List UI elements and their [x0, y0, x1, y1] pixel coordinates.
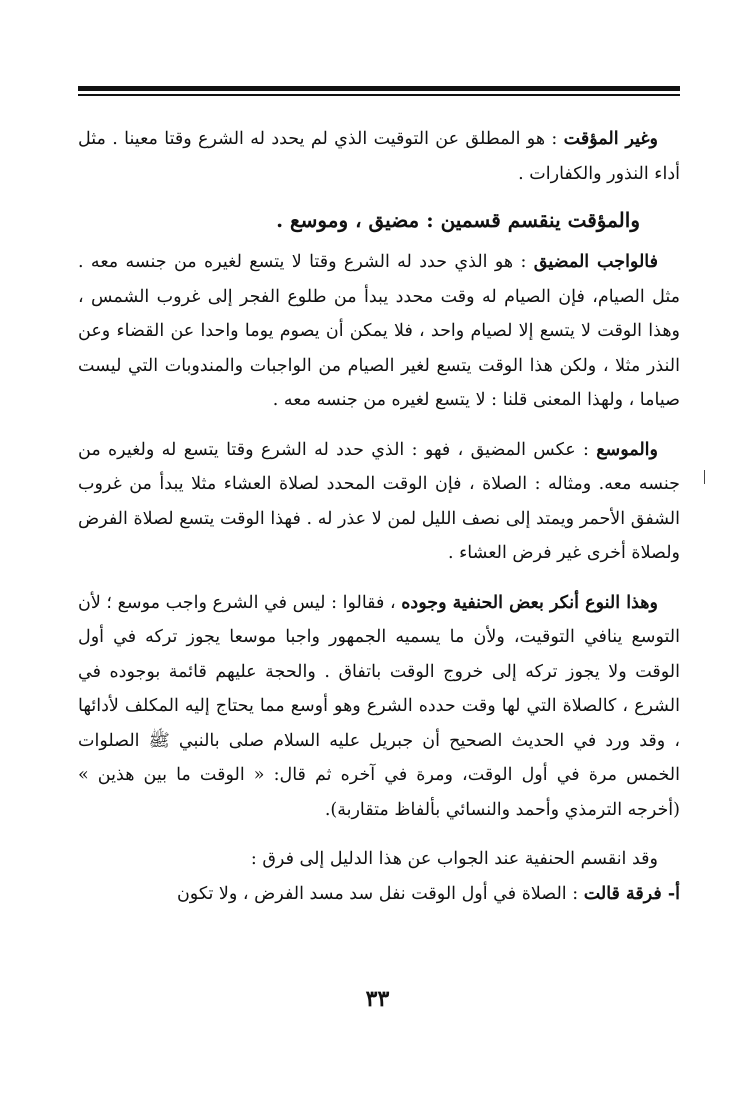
header-rule-thin	[78, 94, 680, 96]
term-extended-duty: والموسع	[596, 439, 658, 460]
paragraph-text: : هو المطلق عن التوقيت الذي لم يحدد له الشرع وقتا معينا . مثل أداء النذور والكفارات .	[78, 129, 680, 184]
term-narrow-duty: فالواجب المضيق	[533, 252, 658, 272]
paragraph-hanafi-division	[78, 842, 680, 877]
section-heading: والمؤقت ينقسم قسمين : مضيق ، وموسع .	[276, 208, 640, 232]
paragraph-text: ، فقالوا : ليس في الشرع واجب موسع ؛ لأن التوسع ينافي التوقيت، ولأن ما يسميه الجمهور واجبا موسعا يجوز تركه في أول الوقت ولا يجوز تركه إلى خروج الوقت باتفاق . والحجة عليهم قائمة بوجوده في الشرع ، كالصلاة التي لها وقت حدده الشرع وهو أوسع مما يحتاج إليه المكلف لأدائها ، وقد ورد في الحديث الصحيح أن جبريل عليه السلام صلى بالنبي ﷺ الصلوات الخمس مرة في أول الوقت، ومرة في آخره ثم قال: « الوقت ما بين هذين » (أخرجه الترمذي وأحمد والنسائي بألفاظ متقاربة).	[78, 592, 680, 820]
term-hanafi-objection: وهذا النوع أنكر بعض الحنفية وجوده	[401, 592, 658, 613]
paragraph-hanafi-objection	[78, 586, 680, 828]
paragraph-extended-duty	[78, 433, 680, 571]
page-body	[78, 122, 680, 911]
list-label: أ- فرقة قالت	[583, 883, 680, 904]
paragraph-non-timed	[78, 122, 680, 191]
list-item-text: : الصلاة في أول الوقت نفل سد مسد الفرض ، ولا تكون	[176, 883, 584, 904]
header-rule-thick	[78, 86, 680, 91]
paragraph-text: : عكس المضيق ، فهو : الذي حدد له الشرع وقتا يتسع له ولغيره من جنسه معه. ومثاله : الصلاة ، فإن الوقت المحدد لصلاة العشاء مثلا يبدأ من غروب الشفق الأحمر ويمتد إلى نصف الليل لمن لا عذر له . فهذا الوقت يتسع لصلاة الفرض ولصلاة أخرى غير فرض العشاء .	[78, 439, 680, 563]
page-number: ٣٣	[365, 986, 390, 1012]
margin-mark	[704, 470, 705, 484]
list-item-first-group	[78, 877, 680, 912]
paragraph-text: وقد انقسم الحنفية عند الجواب عن هذا الدليل إلى فرق :	[250, 849, 658, 869]
term-non-timed: وغير المؤقت	[563, 129, 658, 149]
paragraph-narrow-duty	[78, 245, 680, 418]
paragraph-text: : هو الذي حدد له الشرع وقتا لا يتسع لغيره من جنسه معه . مثل الصيام، فإن الصيام له وقت محدد يبدأ من طلوع الفجر إلى غروب الشمس ، وهذا الوقت لا يتسع إلا لصيام واحد ، فلا يمكن أن يصوم يوما واحدا عن القضاء وعن النذر مثلا ، ولكن هذا الوقت يتسع لغير الصيام من الواجبات والمندوبات التي ليست صياما ، ولهذا المعنى قلنا : لا يتسع لغيره من جنسه معه .	[78, 252, 680, 410]
